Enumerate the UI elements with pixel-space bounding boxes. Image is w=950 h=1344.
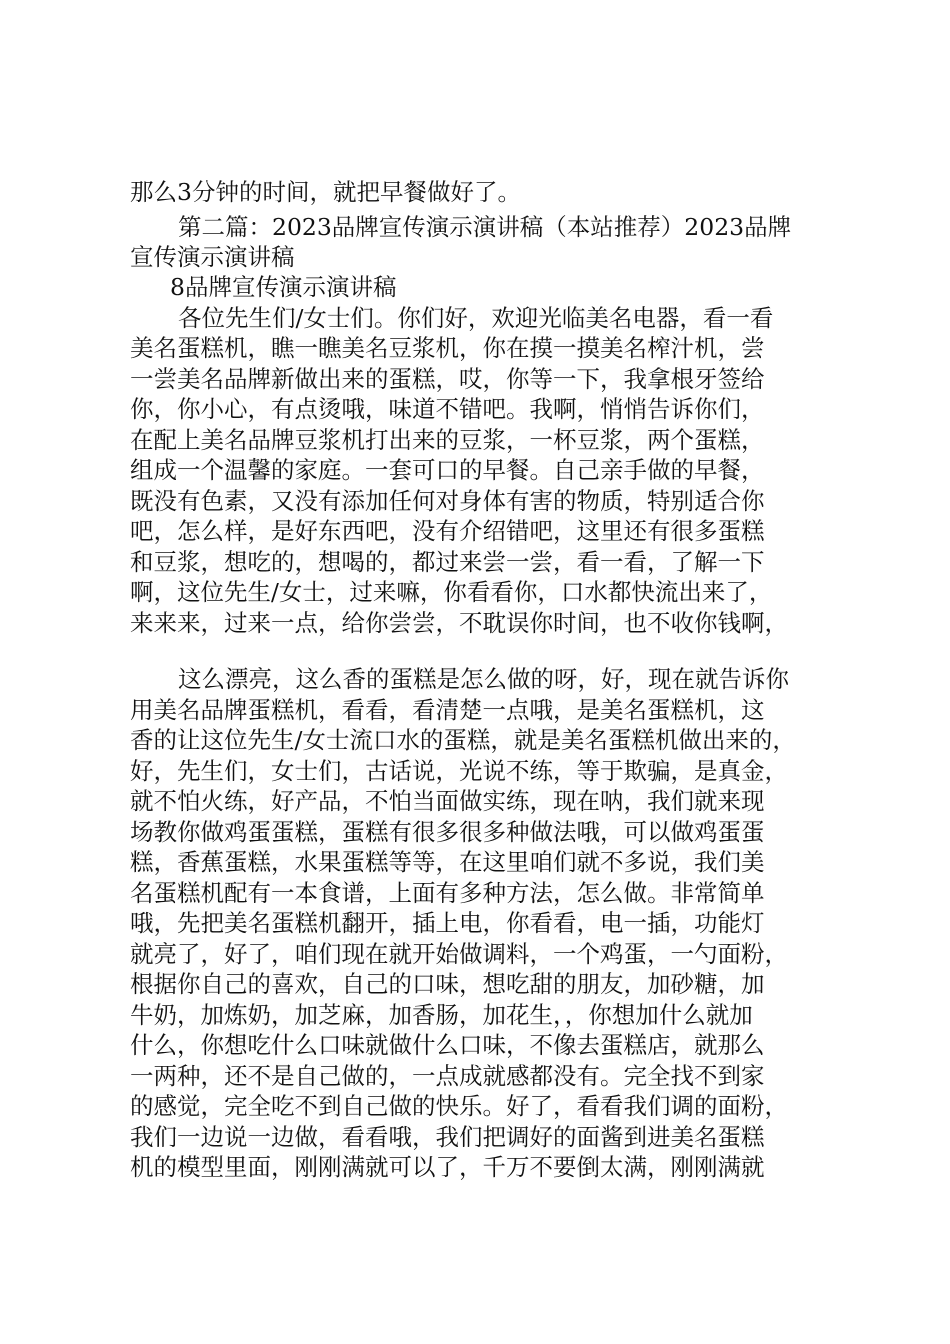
line-text: 根据你自己的喜欢，自己的口味，想吃甜的朋友，加砂糖，加 [130,970,765,998]
section-heading: 第二篇：2023品牌宣传演示演讲稿（本站推荐）2023品牌 [178,213,792,241]
line-text: 吧，怎么样，是好东西吧，没有介绍错吧，这里还有很多蛋糕 [130,517,765,545]
line-text: 我们一边说一边做，看看哦，我们把调好的面酱到进美名蛋糕 [130,1123,765,1151]
subheading: 8品牌宣传演示演讲稿 [170,273,397,301]
line-text: 那么3分钟的时间，就把早餐做好了。 [130,178,521,206]
line-text: 啊，这位先生/女士，过来嘛，你看看你，口水都快流出来了， [130,578,773,606]
text-line [0,174,950,210]
line-text: 和豆浆，想吃的，想喝的，都过来尝一尝，看一看，了解一下 [130,548,765,576]
section-heading: 宣传演示演讲稿 [130,243,295,271]
line-text: 场教你做鸡蛋蛋糕，蛋糕有很多很多种做法哦，可以做鸡蛋蛋 [130,818,765,846]
line-text: 机的模型里面，刚刚满就可以了，千万不要倒太满，刚刚满就 [130,1153,765,1181]
line-text: 的感觉，完全吃不到自己做的快乐。好了，看看我们调的面粉， [130,1092,788,1120]
line-text: 美名蛋糕机，瞧一瞧美名豆浆机，你在摸一摸美名榨汁机，尝 [130,334,765,362]
line-text: 来来来，过来一点，给你尝尝，不耽误你时间，也不收你钱啊， [130,609,788,637]
line-text: 你，你小心，有点烫哦，味道不错吧。我啊，悄悄告诉你们， [130,395,765,423]
text-line [0,1149,950,1185]
line-text: 哦，先把美名蛋糕机翻开，插上电，你看看，电一插，功能灯 [130,909,765,937]
line-text: 既没有色素，又没有添加任何对身体有害的物质，特别适合你 [130,487,765,515]
line-text: 这么漂亮，这么香的蛋糕是怎么做的呀，好，现在就告诉你 [178,665,789,693]
line-text: 各位先生们/女士们。你们好，欢迎光临美名电器，看一看 [178,304,774,332]
line-text: 糕，香蕉蛋糕，水果蛋糕等等，在这里咱们就不多说，我们美 [130,848,765,876]
line-text: 牛奶，加炼奶，加芝麻，加香肠，加花生，，你想加什么就加 [130,1001,753,1029]
line-text: 名蛋糕机配有一本食谱，上面有多种方法，怎么做。非常简单 [130,879,765,907]
line-text: 什么，你想吃什么口味就做什么口味，不像去蛋糕店，就那么 [130,1031,765,1059]
line-text: 用美名品牌蛋糕机，看看，看清楚一点哦，是美名蛋糕机，这 [130,696,765,724]
line-text: 组成一个温馨的家庭。一套可口的早餐。自己亲手做的早餐， [130,456,765,484]
line-text: 香的让这位先生/女士流口水的蛋糕，就是美名蛋糕机做出来的， [130,726,796,754]
line-text: 就亮了，好了，咱们现在就开始做调料，一个鸡蛋，一勺面粉， [130,940,788,968]
line-text: 好，先生们，女士们，古话说，光说不练，等于欺骗，是真金， [130,757,788,785]
line-text: 一尝美名品牌新做出来的蛋糕，哎，你等一下，我拿根牙签给 [130,365,765,393]
text-line [0,605,950,641]
line-text: 就不怕火练，好产品，不怕当面做实练，现在呐，我们就来现 [130,787,765,815]
line-text: 一两种，还不是自己做的，一点成就感都没有。完全找不到家 [130,1062,765,1090]
line-text: 在配上美名品牌豆浆机打出来的豆浆，一杯豆浆，两个蛋糕， [130,426,765,454]
